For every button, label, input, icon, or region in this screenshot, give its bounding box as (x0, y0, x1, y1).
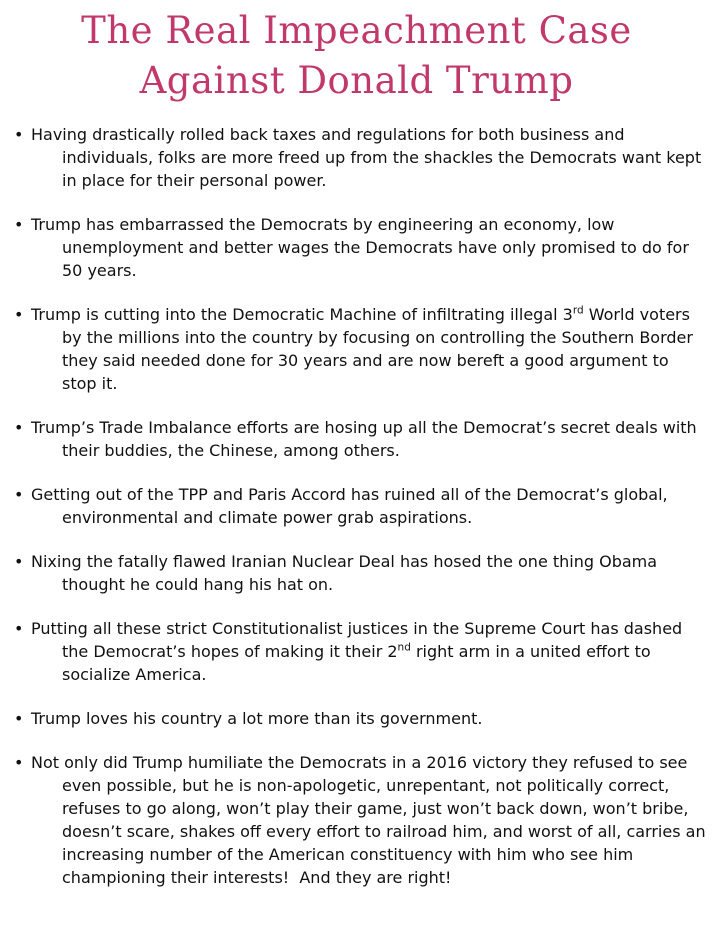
bullet-marker-icon: • (14, 485, 24, 504)
bullet-text: Getting out of the TPP and Paris Accord has ruined all of the Democrat’s global, environmental and climate power grab aspirations. (31, 485, 673, 527)
bullet-item (0, 707, 713, 730)
bullet-list (0, 123, 713, 889)
bullet-text: Nixing the fatally flawed Iranian Nuclear Deal has hosed the one thing Obama thought he could hang his hat on. (31, 552, 663, 594)
bullet-marker-icon: • (14, 215, 24, 234)
bullet-marker-icon: • (14, 305, 24, 324)
bullet-item (0, 617, 713, 686)
bullet-item (0, 123, 713, 192)
bullet-marker-icon: • (14, 709, 24, 728)
bullet-marker-icon: • (14, 753, 24, 772)
bullet-item (0, 213, 713, 282)
bullet-marker-icon: • (14, 552, 24, 571)
document-page (0, 6, 713, 948)
page-title: The Real Impeachment Case Against Donald Trump (81, 9, 632, 102)
bullet-item (0, 303, 713, 395)
bullet-text: Trump has embarrassed the Democrats by engineering an economy, low unemployment and better wages the Democrats have only promised to do for 50 years. (31, 215, 694, 280)
bullet-text: Having drastically rolled back taxes and regulations for both business and individuals, folks are more freed up from the shackles the Democrats want kept in place for their personal power. (31, 125, 707, 190)
bullet-text: Putting all these strict Constitutionalist justices in the Supreme Court has dashed the Democrat’s hopes of making it their 2nd right arm in a united effort to socialize America. (31, 619, 688, 684)
bullet-text: Trump loves his country a lot more than its government. (31, 709, 483, 728)
bullet-text: Not only did Trump humiliate the Democrats in a 2016 victory they refused to see even possible, but he is non-apologetic, unrepentant, not politically correct, refuses to go along, won’t play their game, just won’t back down, won’t bribe, doesn’t scare, shakes off every effort to railroad him, and worst of all, carries an increasing number of the American constituency with him who see him championing their interests! And they are right! (31, 753, 711, 887)
bullet-text: Trump’s Trade Imbalance efforts are hosing up all the Democrat’s secret deals with their buddies, the Chinese, among others. (31, 418, 702, 460)
bullet-marker-icon: • (14, 125, 24, 144)
bullet-item (0, 751, 713, 889)
bullet-item (0, 416, 713, 462)
bullet-item (0, 483, 713, 529)
bullet-item (0, 550, 713, 596)
bullet-marker-icon: • (14, 418, 24, 437)
bullet-marker-icon: • (14, 619, 24, 638)
bullet-text: Trump is cutting into the Democratic Machine of infiltrating illegal 3rd World voters by the millions into the country by focusing on controlling the Southern Border they said needed done for 30 years and are now bereft a good argument to stop it. (31, 304, 699, 393)
